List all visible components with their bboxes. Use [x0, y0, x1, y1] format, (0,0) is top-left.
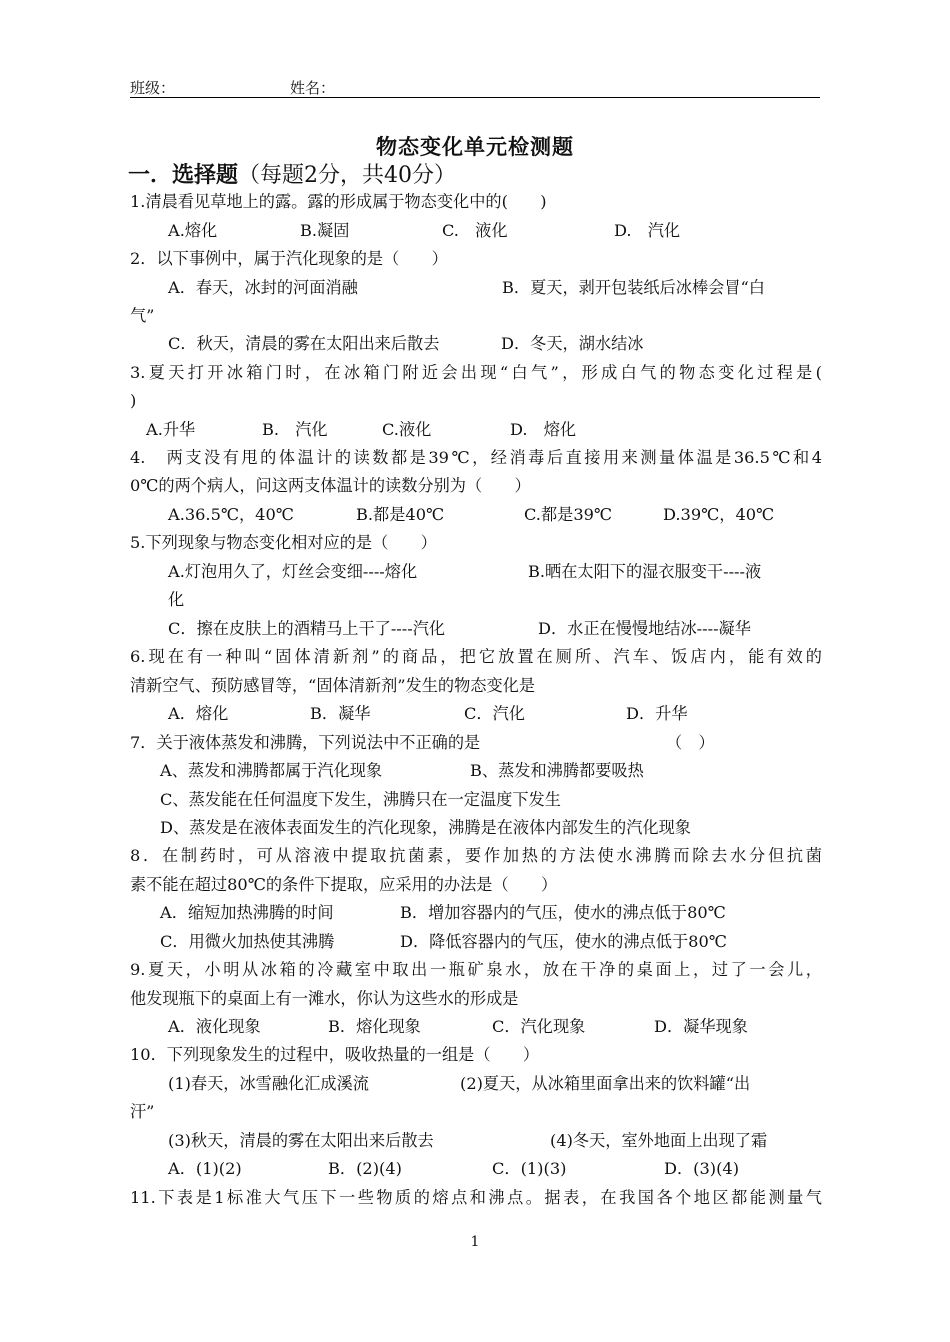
q10-item-3: (3)秋天，清晨的雾在太阳出来后散去 [168, 1131, 434, 1150]
question-10-items-34 [130, 1131, 822, 1151]
question-3-stem-continued: ) [130, 391, 137, 410]
q6-option-a: A．熔化 [168, 704, 229, 723]
question-2-stem: 2．以下事例中，属于汽化现象的是（ ） [130, 249, 448, 268]
question-4-stem-continued: 0℃的两个病人，问这两支体温计的读数分别为（ ） [130, 476, 531, 495]
q1-option-d: D. 汽化 [614, 221, 681, 240]
q5-option-b: B.晒在太阳下的湿衣服变干----液 [528, 562, 762, 581]
q8-option-d: D．降低容器内的气压，使水的沸点低于80℃ [400, 932, 727, 951]
q9-option-d: D．凝华现象 [654, 1017, 748, 1036]
question-5-options-ab [130, 562, 822, 582]
q8-option-b: B．增加容器内的气压，使水的沸点低于80℃ [400, 903, 726, 922]
q2-option-b: B．夏天，剥开包装纸后冰棒会冒“白 [502, 278, 765, 297]
q9-option-b: B．熔化现象 [328, 1017, 421, 1036]
q5-option-b-continued: 化 [168, 590, 185, 609]
q3-option-d: D. 熔化 [510, 420, 577, 439]
question-10-items-12 [130, 1074, 822, 1094]
question-8-stem: 8．在制药时，可从溶液中提取抗菌素，要作加热的方法使水沸腾而除去水分但抗菌 [130, 846, 822, 865]
q10-option-b: B．(2)(4) [328, 1159, 402, 1178]
q5-option-a: A.灯泡用久了，灯丝会变细----熔化 [168, 562, 418, 581]
q10-item-1: (1)春天，冰雪融化汇成溪流 [168, 1074, 369, 1093]
page-title: 物态变化单元检测题 [376, 134, 574, 159]
q1-option-a: A.熔化 [168, 221, 218, 240]
q2-option-c: C．秋天，清晨的雾在太阳出来后散去 [168, 334, 440, 353]
question-3-stem: 3.夏天打开冰箱门时，在冰箱门附近会出现“白气”，形成白气的物态变化过程是( [130, 363, 822, 382]
q8-option-a: A．缩短加热沸腾的时间 [160, 903, 334, 922]
q6-option-b: B．凝华 [310, 704, 371, 723]
class-label: 班级： [130, 79, 176, 97]
question-3-options [130, 420, 822, 440]
q5-option-d: D．水正在慢慢地结冰----凝华 [538, 619, 751, 638]
question-4-stem: 4. 两支没有甩的体温计的读数都是39℃，经消毒后直接用来测量体温是36.5℃和4 [130, 448, 822, 467]
name-label: 姓名： [290, 79, 336, 97]
q2-option-b-continued: 气” [130, 306, 155, 325]
q7-option-d-line [130, 818, 822, 838]
q1-option-c: C. 液化 [442, 221, 508, 240]
question-10-options [130, 1159, 822, 1179]
question-9-stem-continued: 他发现瓶下的桌面上有一滩水，你认为这些水的形成是 [130, 989, 519, 1008]
question-9-stem: 9.夏天，小明从冰箱的冷藏室中取出一瓶矿泉水，放在干净的桌面上，过了一会儿， [130, 960, 822, 979]
section-heading [128, 158, 456, 189]
section-title: 一．选择题 [128, 162, 239, 188]
q4-option-a: A.36.5℃，40℃ [168, 505, 294, 524]
q7-option-b: B、蒸发和沸腾都要吸热 [470, 761, 644, 780]
question-5-options-cd [130, 619, 822, 639]
q2-option-d: D．冬天，湖水结冰 [501, 334, 644, 353]
q4-option-d: D.39℃，40℃ [663, 505, 775, 524]
q10-option-c: C．(1)(3) [492, 1159, 567, 1178]
question-9-options [130, 1017, 822, 1037]
question-11-stem: 11.下表是1标准大气压下一些物质的熔点和沸点。据表，在我国各个地区都能测量气 [130, 1188, 822, 1207]
question-2-options-cd [130, 334, 822, 354]
q6-option-d: D．升华 [626, 704, 688, 723]
q10-item-2-continued: 汗” [130, 1102, 155, 1121]
question-7-options-ab [130, 761, 822, 781]
question-2-options-ab [130, 278, 822, 298]
question-8-options-cd [130, 932, 822, 952]
question-6-stem-continued: 清新空气、预防感冒等，“固体清新剂”发生的物态变化是 [130, 676, 536, 695]
q6-option-c: C．汽化 [464, 704, 525, 723]
q9-option-c: C．汽化现象 [492, 1017, 586, 1036]
question-5-stem: 5.下列现象与物态变化相对应的是（ ） [130, 533, 437, 552]
q3-option-a: A.升华 [146, 420, 196, 439]
q1-option-b: B.凝固 [300, 221, 350, 240]
q10-item-2: (2)夏天，从冰箱里面拿出来的饮料罐“出 [460, 1074, 751, 1093]
q10-item-4: (4)冬天，室外地面上出现了霜 [550, 1131, 768, 1150]
question-8-options-ab [130, 903, 822, 923]
question-6-options [130, 704, 822, 724]
student-info-header [130, 75, 820, 98]
q3-option-b: B. 汽化 [262, 420, 328, 439]
question-7-stem: 7．关于液体蒸发和沸腾，下列说法中不正确的是 （ ） [130, 733, 715, 752]
q7-answer-paren: （ ） [666, 733, 715, 752]
q10-option-a: A．(1)(2) [168, 1159, 242, 1178]
q4-option-c: C.都是39℃ [524, 505, 613, 524]
q3-option-c: C.液化 [382, 420, 432, 439]
q9-option-a: A．液化现象 [168, 1017, 261, 1036]
question-6-stem: 6.现在有一种叫“固体清新剂”的商品，把它放置在厕所、汽车、饭店内，能有效的 [130, 647, 822, 666]
q7-option-d: D、蒸发是在液体表面发生的汽化现象，沸腾是在液体内部发生的汽化现象 [160, 818, 691, 837]
q8-option-c: C．用微火加热使其沸腾 [160, 932, 335, 951]
q7-option-c-line [130, 790, 822, 810]
question-1-options [130, 221, 822, 241]
page-number: 1 [470, 1234, 480, 1250]
q10-option-d: D．(3)(4) [664, 1159, 740, 1178]
q5-option-c: C．擦在皮肤上的酒精马上干了----汽化 [168, 619, 446, 638]
question-8-stem-continued: 素不能在超过80℃的条件下提取，应采用的办法是（ ） [130, 875, 558, 894]
question-10-stem: 10．下列现象发生的过程中，吸收热量的一组是（ ） [130, 1045, 540, 1064]
question-1-stem: 1.清晨看见草地上的露。露的形成属于物态变化中的( ) [130, 192, 547, 211]
q4-option-b: B.都是40℃ [356, 505, 445, 524]
question-4-options [130, 505, 822, 525]
q7-option-a: A、蒸发和沸腾都属于汽化现象 [160, 761, 383, 780]
q2-option-a: A．春天，冰封的河面消融 [168, 278, 358, 297]
q7-option-c: C、蒸发能在任何温度下发生，沸腾只在一定温度下发生 [160, 790, 561, 809]
section-note: （每题2分，共40分） [238, 163, 457, 188]
